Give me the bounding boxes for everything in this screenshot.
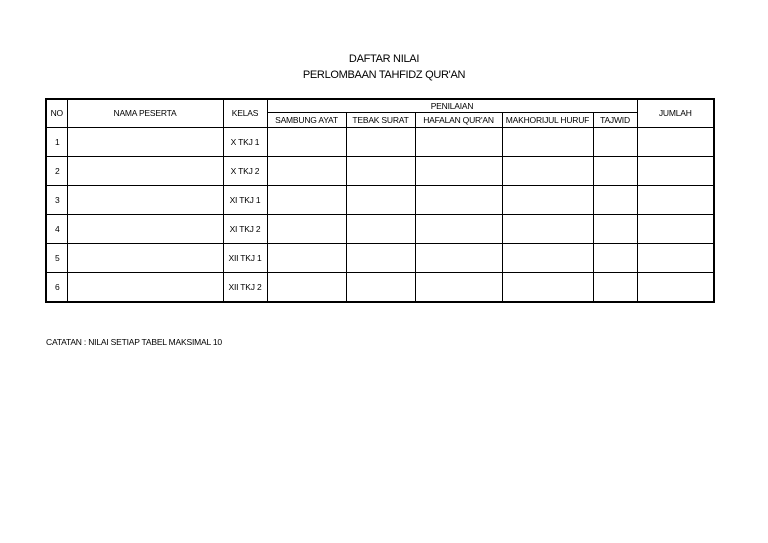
cell-kelas: X TKJ 1 [223,127,267,156]
cell-kelas: XII TKJ 1 [223,243,267,272]
cell-sambung-ayat[interactable] [267,156,346,185]
cell-makhorijul-huruf[interactable] [502,243,593,272]
score-table [45,98,715,303]
cell-makhorijul-huruf[interactable] [502,214,593,243]
cell-hafalan-quran[interactable] [415,272,502,302]
cell-makhorijul-huruf[interactable] [502,127,593,156]
cell-nama[interactable] [67,156,223,185]
cell-makhorijul-huruf[interactable] [502,272,593,302]
cell-sambung-ayat[interactable] [267,243,346,272]
cell-tebak-surat[interactable] [346,185,415,214]
cell-hafalan-quran[interactable] [415,156,502,185]
header-tajwid: TAJWID [593,112,637,127]
cell-tajwid[interactable] [593,156,637,185]
cell-no: 3 [46,185,67,214]
cell-tebak-surat[interactable] [346,272,415,302]
header-no: NO [46,99,67,127]
cell-no: 4 [46,214,67,243]
cell-sambung-ayat[interactable] [267,185,346,214]
cell-jumlah[interactable] [637,272,714,302]
cell-jumlah[interactable] [637,243,714,272]
cell-kelas: X TKJ 2 [223,156,267,185]
cell-nama[interactable] [67,214,223,243]
table-row [46,127,714,156]
cell-tebak-surat[interactable] [346,214,415,243]
header-hafalan-quran: HAFALAN QUR'AN [415,112,502,127]
cell-kelas: XII TKJ 2 [223,272,267,302]
cell-no: 6 [46,272,67,302]
cell-tebak-surat[interactable] [346,156,415,185]
cell-hafalan-quran[interactable] [415,185,502,214]
cell-no: 1 [46,127,67,156]
cell-jumlah[interactable] [637,185,714,214]
cell-kelas: XI TKJ 1 [223,185,267,214]
cell-tebak-surat[interactable] [346,243,415,272]
table-row [46,272,714,302]
cell-kelas: XI TKJ 2 [223,214,267,243]
cell-tajwid[interactable] [593,272,637,302]
cell-tajwid[interactable] [593,185,637,214]
cell-jumlah[interactable] [637,156,714,185]
cell-jumlah[interactable] [637,214,714,243]
cell-sambung-ayat[interactable] [267,214,346,243]
cell-tajwid[interactable] [593,214,637,243]
header-jumlah: JUMLAH [637,99,714,127]
header-penilaian: PENILAIAN [267,99,637,112]
cell-hafalan-quran[interactable] [415,214,502,243]
header-makhorijul-huruf: MAKHORIJUL HURUF [502,112,593,127]
cell-makhorijul-huruf[interactable] [502,156,593,185]
table-row [46,185,714,214]
table-row [46,156,714,185]
table-row [46,243,714,272]
cell-nama[interactable] [67,127,223,156]
document-subtitle: PERLOMBAAN TAHFIDZ QUR'AN [302,69,466,81]
footnote: CATATAN : NILAI SETIAP TABEL MAKSIMAL 10 [46,337,222,347]
document-title: DAFTAR NILAI [348,53,420,65]
cell-sambung-ayat[interactable] [267,272,346,302]
cell-tajwid[interactable] [593,127,637,156]
cell-no: 2 [46,156,67,185]
header-sambung-ayat: SAMBUNG AYAT [267,112,346,127]
cell-hafalan-quran[interactable] [415,243,502,272]
cell-sambung-ayat[interactable] [267,127,346,156]
cell-nama[interactable] [67,185,223,214]
cell-makhorijul-huruf[interactable] [502,185,593,214]
header-kelas: KELAS [223,99,267,127]
cell-nama[interactable] [67,272,223,302]
header-tebak-surat: TEBAK SURAT [346,112,415,127]
cell-tebak-surat[interactable] [346,127,415,156]
cell-tajwid[interactable] [593,243,637,272]
cell-no: 5 [46,243,67,272]
cell-hafalan-quran[interactable] [415,127,502,156]
header-nama-peserta: NAMA PESERTA [67,99,223,127]
cell-jumlah[interactable] [637,127,714,156]
table-row [46,214,714,243]
cell-nama[interactable] [67,243,223,272]
